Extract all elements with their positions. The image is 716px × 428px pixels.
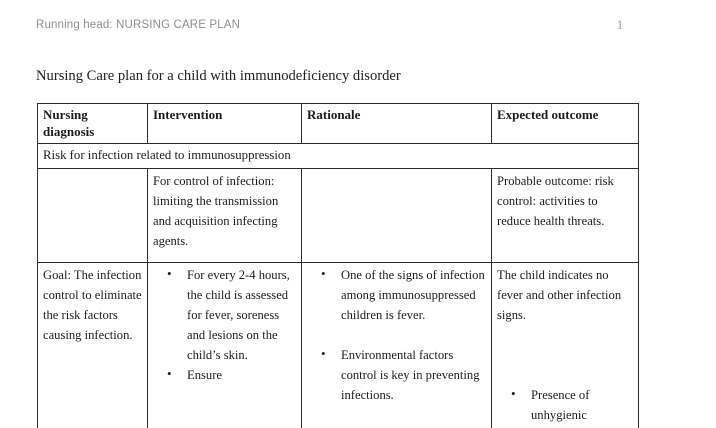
list-item-text: One of the signs of infection among immunosuppressed children is fever. [341,268,485,322]
column-header-outcome: Expected outcome [492,104,639,144]
running-head: Running head: NURSING CARE PLAN [36,19,241,31]
cell-outcome [492,263,639,428]
table-row-merged-diagnosis [38,144,639,169]
column-header-rationale: Rationale [302,104,492,144]
cell-intervention [148,169,302,263]
page-title: Nursing Care plan for a child with immunodeficiency disorder [36,68,401,84]
cell-text: For control of infection: limiting the transmission and acquisition infecting agents. [153,174,279,248]
list-item [153,265,296,365]
cell-diagnosis [38,169,148,263]
table-row [38,169,639,263]
list-item-text: For every 2-4 hours, the child is assessed for fever, soreness and lesions on the child’s skin. [187,268,290,362]
list-item [153,365,296,385]
table-header-row [38,104,639,144]
list-item-text: Ensure [187,368,222,382]
table-row [38,263,639,428]
list-item [307,265,486,325]
intervention-bullet-list [153,265,296,385]
list-item-text: Presence of unhygienic [531,388,590,422]
cell-diagnosis [38,263,148,428]
list-item [307,345,486,405]
cell-intervention [148,263,302,428]
column-header-diagnosis: Nursing diagnosis [38,104,148,144]
cell-text: Probable outcome: risk control: activities to reduce health threats. [497,174,614,228]
list-item-text: Environmental factors control is key in preventing infections. [341,348,480,402]
cell-rationale [302,263,492,428]
page-number: 1 [616,18,624,32]
column-header-intervention: Intervention [148,104,302,144]
rationale-bullet-list [307,265,486,405]
care-plan-table [37,103,639,428]
cell-text: Goal: The infection control to eliminate the risk factors causing infection. [43,268,142,342]
merged-diagnosis-text: Risk for infection related to immunosuppression [38,144,639,169]
outcome-spacer [497,325,633,385]
outcome-lead-text: The child indicates no fever and other infection signs. [497,268,622,322]
cell-rationale [302,169,492,263]
cell-outcome [492,169,639,263]
list-item [497,385,633,425]
outcome-bullet-list [497,385,633,425]
